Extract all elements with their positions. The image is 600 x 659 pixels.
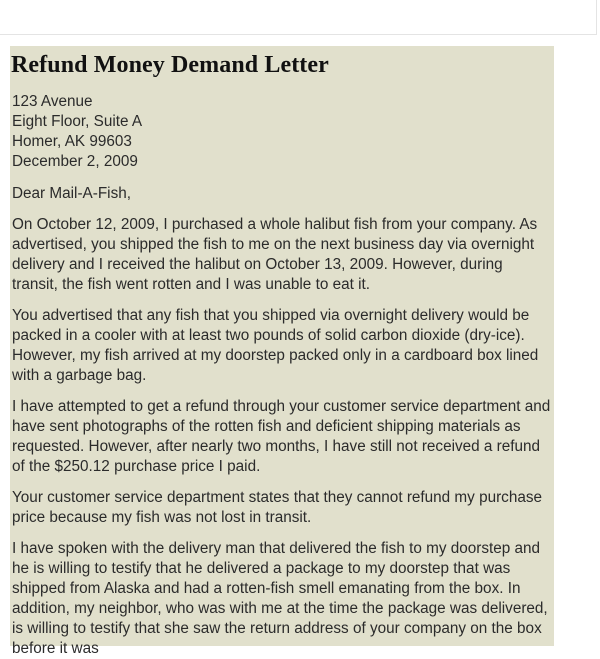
paragraph-witnesses: I have spoken with the delivery man that delivered the fish to my doorstep and he is willing to testify that he delivered a package to my doorstep that was shipped from Alaska and had a rotten-fish smell emanating from the box. In addition, my neighbor, who was with me at the time the package was delivered, is willing to testify that she saw the return address of your company on the box before it was xyxy=(12,540,548,657)
address-line-suite: Eight Floor, Suite A xyxy=(12,113,143,130)
address-line-street: 123 Avenue xyxy=(12,93,93,110)
paragraph-packaging: You advertised that any fish that you shipped via overnight delivery would be packed in a cooler with at least two pounds of solid carbon dioxide (dry-ice). However, my fish arrived at my doorstep packed only in a cardboard box lined with a garbage bag. xyxy=(12,307,539,384)
salutation: Dear Mail-A-Fish, xyxy=(12,185,131,202)
letter-title: Refund Money Demand Letter xyxy=(11,52,329,78)
address-line-city: Homer, AK 99603 xyxy=(12,133,132,150)
paragraph-refund-attempt: I have attempted to get a refund through your customer service department and have sent photographs of the rotten fish and deficient shipping materials as requested. However, after nearly two months, I have still not received a refund of the $250.12 purchase price I paid. xyxy=(12,398,551,475)
sender-address-block xyxy=(10,92,554,172)
top-frame xyxy=(0,0,597,35)
letter-document xyxy=(10,46,554,657)
paragraph-service-response: Your customer service department states that they cannot refund my purchase price because my fish was not lost in transit. xyxy=(12,489,543,526)
paragraph-purchase: On October 12, 2009, I purchased a whole halibut fish from your company. As advertised, you shipped the fish to me on the next business day via overnight delivery and I received the halibut on October 13, 2009. However, during transit, the fish went rotten and I was unable to eat it. xyxy=(12,216,538,293)
letter-date: December 2, 2009 xyxy=(12,153,138,170)
